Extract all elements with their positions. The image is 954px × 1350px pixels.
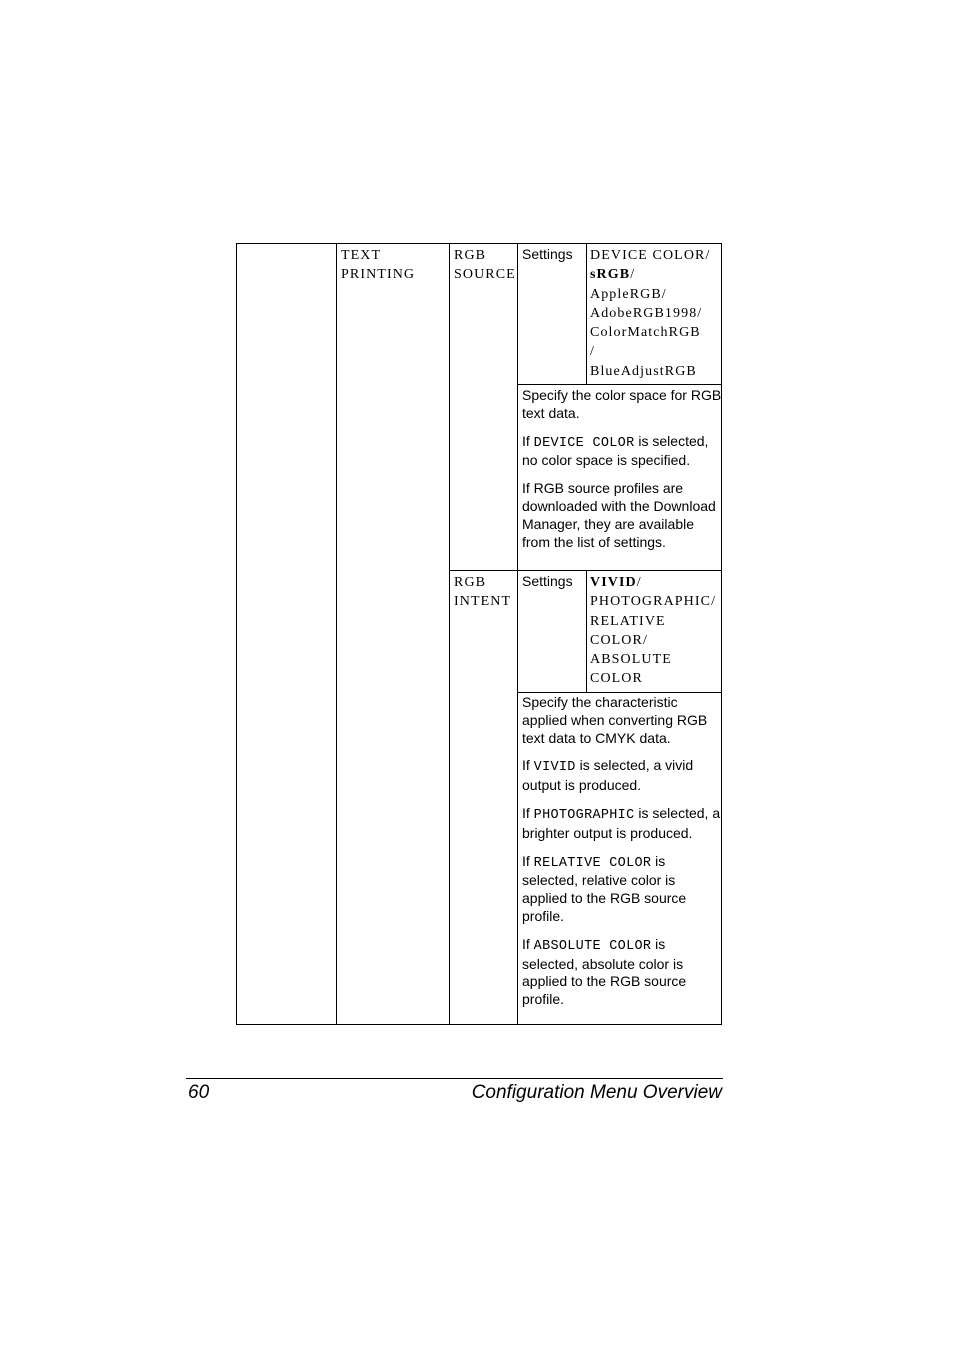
desc-text: is selected, a vivid output is produced. [522, 757, 694, 794]
option-vivid-default: VIVID [590, 575, 637, 590]
option-relative: RELATIVE [590, 613, 666, 629]
option-blueadjustrgb: BlueAdjustRGB [590, 363, 697, 379]
option-device-color: DEVICE COLOR/ [590, 248, 711, 263]
row-divider-settings-1 [517, 384, 722, 385]
rgb-source-desc-2 [522, 433, 722, 471]
option-photographic: PHOTOGRAPHIC/ [590, 594, 717, 610]
rgb-intent-label [454, 573, 511, 612]
option-srgb-default: sRGB [590, 267, 631, 283]
desc-text: If [522, 432, 534, 449]
col-divider-1 [336, 243, 337, 1025]
menu-level2-line1: TEXT [341, 248, 382, 263]
option-relative-color: COLOR/ [590, 632, 648, 648]
desc-text: is selected, absolute color is applied to the RGB source profile. [522, 935, 687, 1008]
rgb-intent-desc-3 [522, 805, 722, 843]
footer-title: Configuration Menu Overview [471, 1082, 722, 1103]
rgb-intent-desc-1: Specify the characteristic applied when converting RGB text data to CMYK data. [522, 694, 708, 746]
rgb-source-label-line1: RGB [454, 248, 487, 263]
col-divider-2 [449, 243, 450, 1025]
option-adobergb1998: AdobeRGB1998/ [590, 305, 703, 321]
desc-code: RELATIVE COLOR [533, 855, 652, 871]
row-divider-section [449, 570, 722, 571]
rgb-source-label-line2: SOURCE [454, 267, 516, 283]
desc-text: If [522, 852, 534, 869]
option-applergb: AppleRGB/ [590, 286, 667, 302]
rgb-intent-desc-5 [522, 936, 722, 1009]
rgb-intent-options [590, 573, 716, 689]
rgb-intent-label-line1: RGB [454, 575, 487, 590]
desc-text: is selected, a brighter output is produced. [522, 804, 721, 841]
menu-level2-line2: PRINTING [341, 267, 416, 283]
page-number: 60 [188, 1082, 210, 1103]
col-divider-4a [586, 243, 587, 384]
rgb-intent-description [522, 694, 722, 1019]
desc-code: VIVID [533, 760, 576, 776]
menu-level2-cell [341, 246, 415, 285]
rgb-source-label [454, 246, 516, 285]
desc-code: DEVICE COLOR [533, 435, 635, 451]
option-colormatchrgb: ColorMatchRGB [590, 325, 701, 341]
option-vivid-sep: / [636, 575, 642, 590]
desc-code: PHOTOGRAPHIC [533, 807, 635, 823]
rgb-intent-desc-4 [522, 853, 722, 926]
desc-text: is selected, no color space is specified. [522, 432, 709, 469]
desc-text: If [522, 804, 534, 821]
option-srgb [590, 265, 710, 284]
desc-text: If [522, 757, 534, 774]
col-divider-3 [517, 243, 518, 1025]
option-srgb-sep: / [630, 267, 636, 283]
option-absolute: ABSOLUTE [590, 652, 672, 668]
rgb-source-options [590, 246, 710, 381]
rgb-source-settings-label: Settings [522, 246, 573, 262]
option-absolute-color: COLOR [590, 671, 643, 687]
option-vivid [590, 573, 716, 592]
rgb-source-desc-1: Specify the color space for RGB text data. [522, 387, 722, 421]
desc-text: If [522, 935, 534, 952]
desc-code: ABSOLUTE COLOR [533, 938, 652, 954]
desc-text: is selected, relative color is applied to the RGB source profile. [522, 852, 687, 924]
rgb-intent-label-line2: INTENT [454, 594, 512, 610]
footer-rule [186, 1078, 723, 1079]
col-divider-4b [586, 570, 587, 692]
rgb-source-desc-3: If RGB source profiles are downloaded with the Download Manager, they are available from the list of settings. [522, 480, 716, 550]
rgb-intent-desc-2 [522, 757, 722, 795]
rgb-source-description [522, 387, 722, 561]
rgb-intent-settings-label: Settings [522, 573, 573, 589]
row-divider-settings-2 [517, 692, 722, 693]
option-sep-slash: / [590, 344, 595, 360]
